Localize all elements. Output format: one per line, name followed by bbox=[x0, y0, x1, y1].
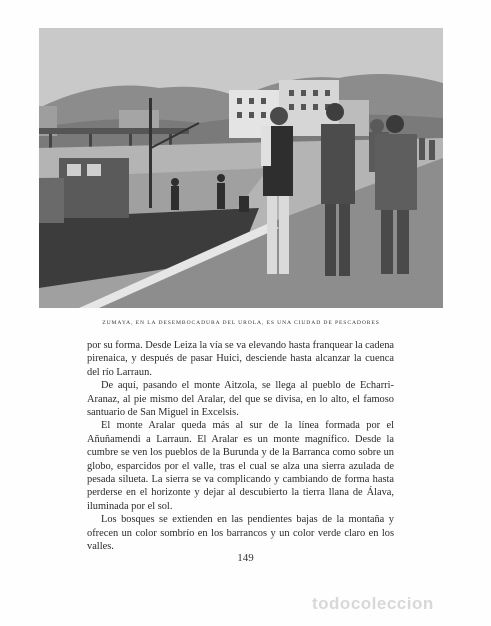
page-number: 149 bbox=[237, 552, 254, 564]
harbor-photo-illustration bbox=[39, 28, 443, 308]
watermark: todocoleccion bbox=[312, 594, 434, 613]
body-text bbox=[87, 339, 394, 554]
paragraph: por su forma. Desde Leiza la vía se va elevando hasta franquear la cadena pirenaica, y después de pasar Huici, desciende hasta alcanzar la cuenca del río Larraun. bbox=[87, 340, 394, 378]
paragraph: El monte Aralar queda más al sur de la línea formada por el Añuñamendi a Larraun. El Aralar es un monte magnífico. Desde la cumbre se ven los pueblos de la Burunda y de la Barranca como sobre un globo, esparcidos por el valle, tras el cual se alza una sierra azulada de pesada silueta. La sierra se va complicando y cambiando de forma hasta perderse en el horizonte y dejar al descubierto la tierra llana de Álava, iluminada por el sol. bbox=[87, 420, 394, 512]
photo-caption: ZUMAYA, EN LA DESEMBOCADURA DEL UROLA, ES UNA CIUDAD DE PESCADORES bbox=[102, 320, 380, 326]
paragraph: De aquí, pasando el monte Aitzola, se llega al pueblo de Echarri-Aranaz, al pie mismo del Aralar, del que se divisa, en lo alto, el famoso santuario de San Miguel in Excelsis. bbox=[87, 380, 394, 419]
harbor-photograph bbox=[39, 28, 443, 308]
paragraph: Los bosques se extienden en las pendientes bajas de la montaña y ofrecen un color sombrío en los barrancos y un color verde claro en los valles. bbox=[87, 514, 394, 553]
